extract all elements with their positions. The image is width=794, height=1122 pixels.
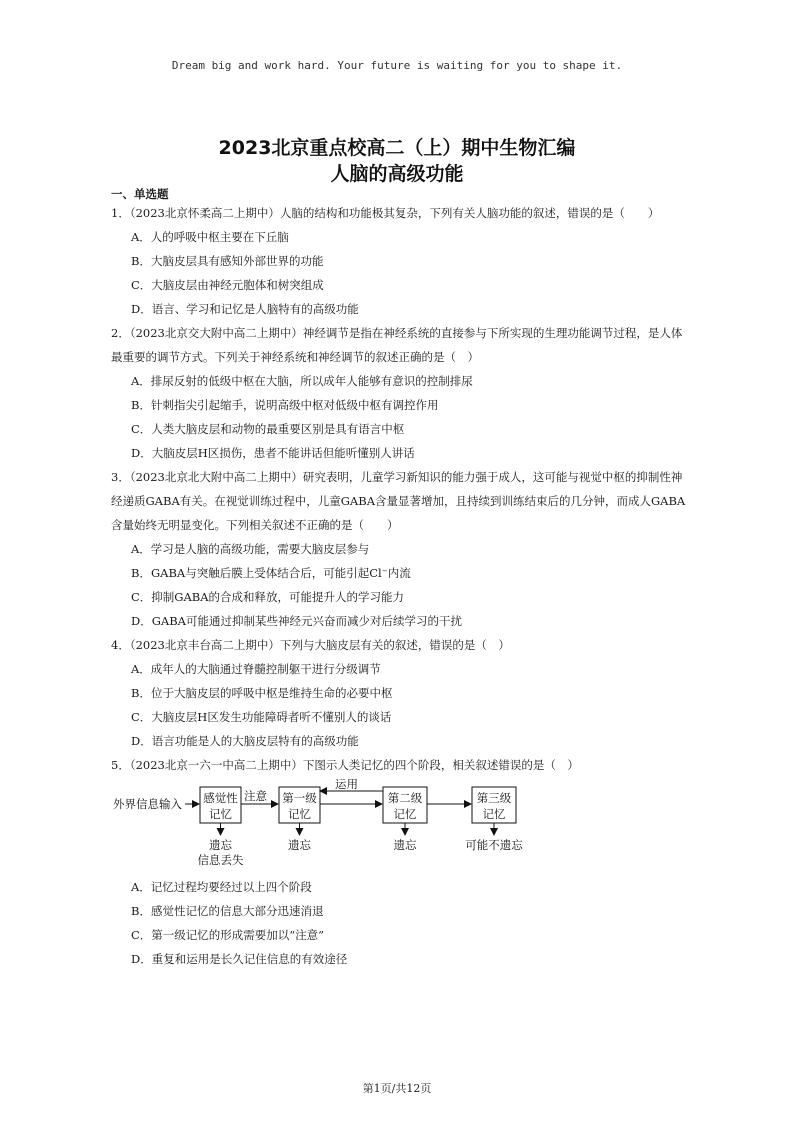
page-footer: 第1页/共12页 xyxy=(362,1082,432,1095)
option: A．记忆过程均要经过以上四个阶段 xyxy=(131,880,312,894)
question-stem: 5．（2023北京一六一中高二上期中）下图示人类记忆的四个阶段，相关叙述错误的是（ ） xyxy=(111,758,579,772)
option: A．人的呼吸中枢主要在下丘脑 xyxy=(131,230,289,244)
box-label: 记忆 xyxy=(393,807,417,821)
option: C．第一级记忆的形成需要加以“注意” xyxy=(131,928,325,942)
question-stem: 1．（2023北京怀柔高二上期中）人脑的结构和功能极其复杂，下列有关人脑功能的叙述，错误的是（ ） xyxy=(111,206,660,220)
forget-label: 遗忘 xyxy=(209,838,232,852)
box-label: 记忆 xyxy=(482,807,506,821)
info-lost-label: 信息丢失 xyxy=(197,853,244,867)
input-label: 外界信息输入 xyxy=(113,797,182,811)
box-label: 感觉性 xyxy=(203,791,238,805)
option: C．抑制GABA的合成和释放，可能提升人的学习能力 xyxy=(131,590,405,604)
option: A．学习是人脑的高级功能，需要大脑皮层参与 xyxy=(131,542,370,556)
option: D．重复和运用是长久记住信息的有效途径 xyxy=(131,952,348,966)
may-not-forget-label: 可能不遗忘 xyxy=(465,838,523,852)
memory-stages-diagram xyxy=(113,779,691,873)
forget-label: 遗忘 xyxy=(288,838,311,852)
box-label: 记忆 xyxy=(288,807,311,821)
option: C．大脑皮层H区发生功能障碍者听不懂别人的谈话 xyxy=(131,710,392,724)
question-stem: 4．（2023北京丰台高二上期中）下列与大脑皮层有关的叙述，错误的是（ ） xyxy=(111,638,510,652)
option: B．GABA与突触后膜上受体结合后，可能引起Cl⁻内流 xyxy=(131,566,411,580)
box-label: 第一级 xyxy=(282,791,317,805)
option: D．大脑皮层H区损伤，患者不能讲话但能听懂别人讲话 xyxy=(131,446,415,460)
option: D．语言功能是人的大脑皮层特有的高级功能 xyxy=(131,734,359,748)
option: A．成年人的大脑通过脊髓控制躯干进行分级调节 xyxy=(131,662,381,676)
box-label: 第三级 xyxy=(476,791,512,805)
option: B．针刺指尖引起缩手，说明高级中枢对低级中枢有调控作用 xyxy=(131,398,439,412)
option: A．排尿反射的低级中枢在大脑，所以成年人能够有意识的控制排尿 xyxy=(131,374,473,388)
box-label: 第二级 xyxy=(387,791,423,805)
option: D．语言、学习和记忆是人脑特有的高级功能 xyxy=(131,302,359,316)
header-motto: Dream big and work hard. Your future is waiting for you to shape it. xyxy=(171,59,623,72)
question-list xyxy=(111,201,691,971)
forget-label: 遗忘 xyxy=(393,838,417,852)
option: C．人类大脑皮层和动物的最重要区别是具有语言中枢 xyxy=(131,422,405,436)
option: D．GABA可能通过抑制某些神经元兴奋而减少对后续学习的干扰 xyxy=(131,614,462,628)
attention-label: 注意 xyxy=(244,789,267,803)
question-stem: 3．（2023北京北大附中高二上期中）研究表明，儿童学习新知识的能力强于成人，这可能与视觉中枢的抑制性神经递质GABA有关。在视觉训练过程中，儿童GABA含量显著增加，且持续到训练结束后的几分钟，而成人GABA含量始终无明显变化。下列相关叙述不正确的是（ ） xyxy=(111,470,686,532)
use-label: 运用 xyxy=(335,779,358,791)
document-title: 2023北京重点校高二（上）期中生物汇编 xyxy=(218,137,576,159)
option: C．大脑皮层由神经元胞体和树突组成 xyxy=(131,278,324,292)
box-label: 记忆 xyxy=(209,807,232,821)
option: B．位于大脑皮层的呼吸中枢是维持生命的必要中枢 xyxy=(131,686,393,700)
option: B．大脑皮层具有感知外部世界的功能 xyxy=(131,254,324,268)
document-subtitle: 人脑的高级功能 xyxy=(330,163,464,185)
option: B．感觉性记忆的信息大部分迅速消退 xyxy=(131,904,324,918)
question-stem: 2．（2023北京交大附中高二上期中）神经调节是指在神经系统的直接参与下所实现的生理功能调节过程，是人体最重要的调节方式。下列关于神经系统和神经调节的叙述正确的是（ ） xyxy=(111,326,683,364)
section-heading: 一、单选题 xyxy=(111,187,169,201)
